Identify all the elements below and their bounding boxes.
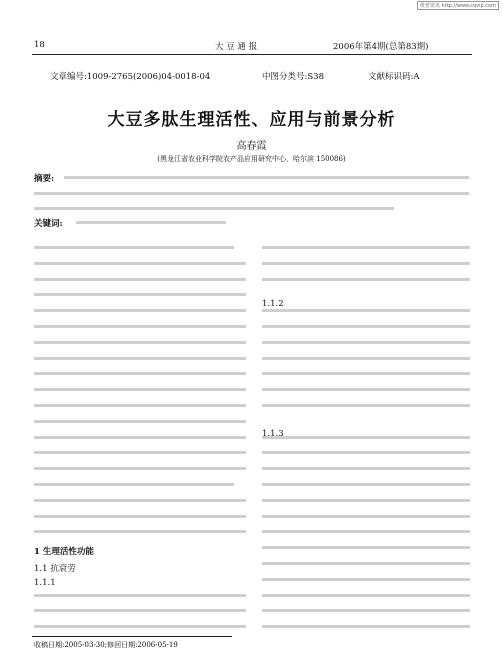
author-name: 高春霞 (236, 141, 267, 152)
body-text-line (262, 609, 470, 612)
body-text-line (262, 246, 470, 249)
footnote-rule (32, 636, 232, 637)
section-heading: 1 生理活性功能 (34, 547, 94, 557)
body-text-line (34, 325, 246, 328)
received-date: 收稿日期:2005-03-30;修回日期:2006-05-19 (34, 641, 178, 649)
body-text-line (34, 594, 246, 597)
subsubsection-heading: 1.1.2 (262, 299, 284, 309)
body-text-line (262, 262, 470, 265)
body-text-line (262, 341, 470, 344)
journal-name: 大 豆 通 报 (215, 42, 258, 52)
body-text-line (34, 293, 246, 296)
header-rule (32, 54, 472, 55)
keywords-label: 关键词: (34, 219, 63, 229)
page-number: 18 (34, 40, 45, 50)
subsection-heading: 1.1 抗衰劳 (34, 564, 76, 574)
body-text-line (34, 483, 234, 486)
body-text-line (34, 467, 246, 470)
body-text-line (34, 436, 246, 439)
body-text-line (34, 388, 246, 391)
body-text-line (34, 515, 246, 518)
body-text-line (34, 625, 246, 628)
affiliation: (黑龙江省农业科学院农产品应用研究中心，哈尔滨 150086) (157, 155, 346, 163)
body-text-line (262, 515, 470, 518)
article-title: 大豆多肽生理活性、应用与前景分析 (107, 110, 396, 130)
body-text-line (262, 451, 470, 454)
body-text-line (34, 404, 246, 407)
issue-info: 2006年第4期(总第83期) (333, 42, 429, 52)
subsubsection-heading: 1.1.1 (34, 578, 56, 588)
body-text-line (262, 325, 470, 328)
abstract-line (64, 176, 469, 179)
body-text-line (262, 562, 470, 565)
body-text-line (262, 436, 470, 439)
body-text-line (262, 483, 470, 486)
keywords-line (76, 221, 226, 224)
body-text-line (34, 309, 246, 312)
subsubsection-heading: 1.1.3 (262, 429, 284, 439)
body-text-line (262, 309, 470, 312)
body-text-line (34, 530, 246, 533)
body-text-line (262, 499, 470, 502)
abstract-line (34, 207, 394, 210)
body-text-line (34, 278, 246, 281)
abstract-line (34, 192, 469, 195)
body-text-line (34, 341, 246, 344)
body-text-line (34, 372, 246, 375)
body-text-line (34, 451, 246, 454)
body-text-line (262, 357, 470, 360)
clc-number: 中图分类号:S38 (262, 72, 325, 82)
body-text-line (34, 499, 246, 502)
body-text-line (34, 420, 246, 423)
body-text-line (34, 609, 246, 612)
body-text-line (262, 278, 470, 281)
body-text-line (34, 246, 234, 249)
body-text-line (262, 546, 470, 549)
body-text-line (262, 530, 470, 533)
body-text-line (262, 404, 470, 407)
article-number: 文章编号:1009-2765(2006)04-0018-04 (50, 72, 211, 82)
body-text-line (262, 594, 470, 597)
body-text-line (262, 578, 470, 581)
body-text-line (34, 262, 246, 265)
document-code: 文献标识码:A (368, 72, 420, 82)
body-text-line (262, 388, 470, 391)
body-text-line (262, 625, 470, 628)
body-text-line (34, 357, 246, 360)
watermark-stamp: 维普资讯 http://www.cqvip.com (417, 1, 499, 10)
body-text-line (262, 467, 470, 470)
abstract-label: 摘要: (34, 174, 55, 184)
body-text-line (262, 372, 470, 375)
